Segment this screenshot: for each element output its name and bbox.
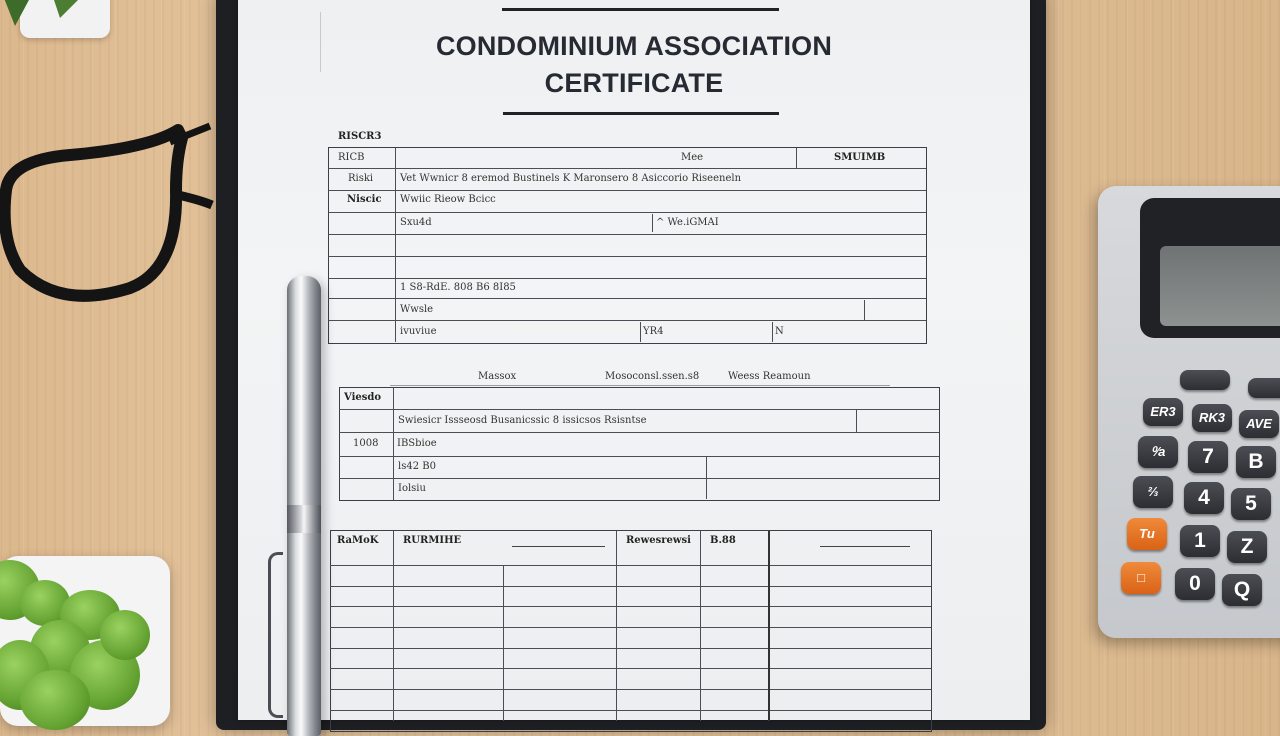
s3-header-col1: RaMoK [337,535,379,546]
calc-key-b: B [1236,446,1276,478]
s1-row1-text: Vet Wwnicr 8 eremod Bustinels K Maronsero 8 Asiccorio Riseeneln [400,173,742,184]
s2-row5-text: Iolsiu [398,483,426,494]
s2-row2-text: Swiesicr Issseosd Busanicssic 8 issicsos Rsisntse [398,415,647,426]
calc-key-1: 1 [1180,525,1220,557]
s1-row3-text2: ^ We.iGMAI [656,217,719,228]
calc-key-7: 7 [1188,441,1228,473]
s3-header-col3: Rewesrewsi [626,535,691,546]
s1-row8-text3: N [775,326,784,337]
s2-caption-3: Weess Reamoun [728,371,811,382]
pen-band [287,505,321,533]
calculator-top-key [1180,370,1230,390]
s1-row7-text: Wwsle [400,304,434,315]
calc-key-er3: ER3 [1143,398,1183,426]
section3-table [330,530,932,732]
calc-key-fraction: ⁰⁄a [1138,436,1178,468]
s2-row1-label: Viesdo [344,392,382,403]
s1-row8-text: ivuviue [400,326,437,337]
s3-header-col2: RURMIHE [403,535,462,546]
calc-key-z: Z [1227,531,1267,563]
s2-row3-label: 1008 [353,438,379,449]
title-line-1: CONDOMINIUM ASSOCIATION [435,31,833,61]
calculator-display [1160,246,1280,326]
s1-row1-label: Riski [348,173,374,184]
s1-row6-text: 1 S8-RdE. 808 B6 8I85 [400,282,516,293]
s1-row3-text: Sxu4d [400,217,432,228]
title-line-2: CERTIFICATE [544,68,724,98]
title-bottom-rule [503,112,779,115]
title-top-rule [502,8,779,11]
calc-key-0: 0 [1175,568,1215,600]
s3-header-col4: B.88 [710,535,736,546]
s2-row3-text: IBSbioe [397,438,437,449]
calc-key-5: 5 [1231,488,1271,520]
s1-header-col2: Mee [681,152,704,163]
s1-header-col1: RICB [338,152,365,163]
pen-clip [268,552,283,718]
calc-key-orange-1: Tu [1127,518,1167,550]
s1-header-col3: SMUIMB [834,152,886,163]
s2-row4-text: ls42 B0 [398,461,436,472]
calc-key-orange-2: □ [1121,562,1161,594]
s1-row8-text2: YR4 [643,326,664,337]
calc-key-q: Q [1222,574,1262,606]
eyeglasses [0,120,220,310]
document-title [238,28,1030,102]
calc-key-slash: ⅔ [1133,476,1173,508]
s1-row2-label: Niscic [347,194,382,205]
calc-key-4: 4 [1184,482,1224,514]
s2-caption-2: Mosoconsl.ssen.s8 [605,371,700,382]
calc-key-rk3: RK3 [1192,404,1232,432]
section1-caption: RISCR3 [338,131,382,142]
s1-row2-text: Wwiic Rieow Bcicc [400,194,496,205]
calc-key-ave: AVE [1239,410,1279,438]
top-plant-leaves [0,0,110,38]
s2-caption-1: Massox [478,371,517,382]
s2-caption-rule [390,385,890,386]
calculator-top-key-2 [1248,378,1280,398]
